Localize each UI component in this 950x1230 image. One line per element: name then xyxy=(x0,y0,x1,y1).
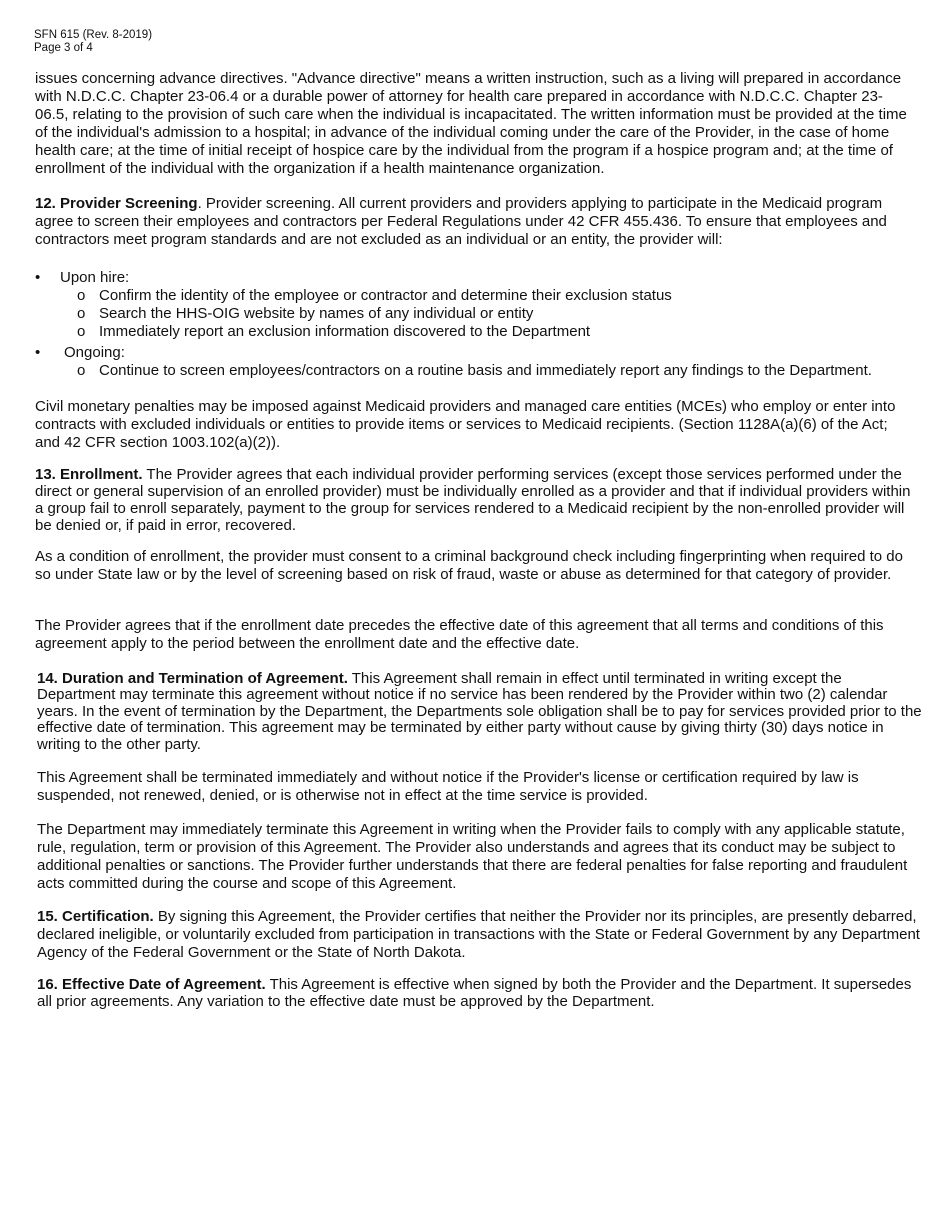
sub-bullet-icon: o xyxy=(77,287,86,304)
section-15-body: By signing this Agreement, the Provider certifies that neither the Provider nor its principles, are presently debarred, declared ineligible, or voluntarily excluded from participation in transactions with the State or Federal Government by any Department Agency of the Federal Government or the State of North Dakota. xyxy=(37,908,920,961)
section-13-title: 13. Enrollment. xyxy=(35,466,143,483)
sub-item xyxy=(77,362,872,380)
advance-directive-paragraph: issues concerning advance directives. "Advance directive" means a written instruction, such as a living will prepared in accordance with N.D.C.C. Chapter 23-06.4 or a durable power of attorney for health care prepared in accordance with N.D.C.C. Chapter 23-06.5, relating to the provision of such care when the individual is incapacitated. The written information must be provided at the time of the individual's admission to a hospital; in advance of the individual coming under the care of the Provider, in the case of home health care; at the time of initial receipt of hospice care by the individual from the program if a hospice program and; at the time of enrollment of the individual with the organization if a health maintenance organization. xyxy=(35,70,907,177)
background-check-paragraph: As a condition of enrollment, the provider must consent to a criminal background check including fingerprinting when required to do so under State law or by the level of screening based on risk of fraud, waste or abuse as determined for that category of provider. xyxy=(35,548,903,583)
section-15-title: 15. Certification. xyxy=(37,908,154,925)
section-13-body: The Provider agrees that each individual provider performing services (except those services performed under the direct or general supervision of an enrolled provider) must be individually enrolled as a provider and that if individual providers within a group fail to enroll separately, payment to the group for services rendered to a Medicaid recipient by the non-enrolled provider will be denied or, if paid in error, recovered. xyxy=(35,466,911,534)
sub-item-text: Confirm the identity of the employee or contractor and determine their exclusion status xyxy=(99,287,672,304)
bullet-label: Ongoing: xyxy=(64,344,125,361)
section-16-body: This Agreement is effective when signed by both the Provider and the Department. It supersedes all prior agreements. Any variation to the effective date must be approved by the Department. xyxy=(37,976,912,1010)
sub-bullet-icon: o xyxy=(77,305,86,322)
section-16-title: 16. Effective Date of Agreement. xyxy=(37,976,266,993)
form-header xyxy=(34,29,152,55)
sub-item-text: Immediately report an exclusion information discovered to the Department xyxy=(99,323,591,340)
sub-bullet-icon: o xyxy=(77,323,86,340)
enrollment-date-paragraph: The Provider agrees that if the enrollment date precedes the effective date of this agreement that all terms and conditions of this agreement apply to the period between the enrollment date and the effective date. xyxy=(35,617,884,652)
sub-item-text: Search the HHS-OIG website by names of any individual or entity xyxy=(99,305,534,322)
bullet-label: Upon hire: xyxy=(60,269,130,286)
bullet-icon: • xyxy=(35,269,41,286)
license-termination-paragraph: This Agreement shall be terminated immediately and without notice if the Provider's license or certification required by law is suspended, not renewed, denied, or is otherwise not in effect at the time service is provided. xyxy=(37,769,859,804)
sub-bullet-icon: o xyxy=(77,362,86,379)
section-12-title: 12. Provider Screening xyxy=(35,195,198,212)
bullet-upon-hire xyxy=(35,269,129,287)
section-14-paragraph xyxy=(37,671,922,753)
sub-item xyxy=(77,287,672,305)
section-14-title: 14. Duration and Termination of Agreement. xyxy=(37,670,348,687)
bullet-icon: • xyxy=(35,344,41,361)
section-14-body: This Agreement shall remain in effect until terminated in writing except the Department may terminate this agreement without notice if no service has been rendered by the Provider within two (2) calendar years. In the event of termination by the Department, the Departments sole obligation shall be to pay for services provided prior to the effective date of termination. This agreement may be terminated by either party without cause by giving thirty (30) days notice in writing to the other party. xyxy=(37,670,922,753)
section-12-body: . Provider screening. All current providers and providers applying to participate in the Medicaid program agree to screen their employees and contractors per Federal Regulations under 42 CFR 455.436. To ensure that employees and contractors meet program standards and are not excluded as an individual or an entity, the provider will: xyxy=(35,195,887,248)
section-12-paragraph xyxy=(35,195,915,249)
sub-item xyxy=(77,323,590,341)
page-number: Page 3 of 4 xyxy=(34,42,93,54)
civil-penalties-paragraph: Civil monetary penalties may be imposed against Medicaid providers and managed care entities (MCEs) who employ or enter into contracts with excluded individuals or entities to provide items or services to Medicaid recipients. (Section 1128A(a)(6) of the Act; and 42 CFR section 1003.102(a)(2)). xyxy=(35,398,896,451)
form-id: SFN 615 (Rev. 8-2019) xyxy=(34,29,153,41)
section-13-paragraph xyxy=(35,466,915,534)
section-16-paragraph xyxy=(37,976,922,1010)
sub-item xyxy=(77,305,533,323)
sub-item-text: Continue to screen employees/contractors on a routine basis and immediately report any findings to the Department. xyxy=(99,362,872,379)
bullet-ongoing xyxy=(35,344,125,362)
section-15-paragraph xyxy=(37,908,922,962)
department-termination-paragraph: The Department may immediately terminate this Agreement in writing when the Provider fails to comply with any applicable statute, rule, regulation, term or provision of this Agreement. The Provider also understands and agrees that its conduct may be subject to additional penalties or sanctions. The Provider further understands that there are federal penalties for false reporting and fraudulent acts committed during the course and scope of this Agreement. xyxy=(37,821,908,892)
